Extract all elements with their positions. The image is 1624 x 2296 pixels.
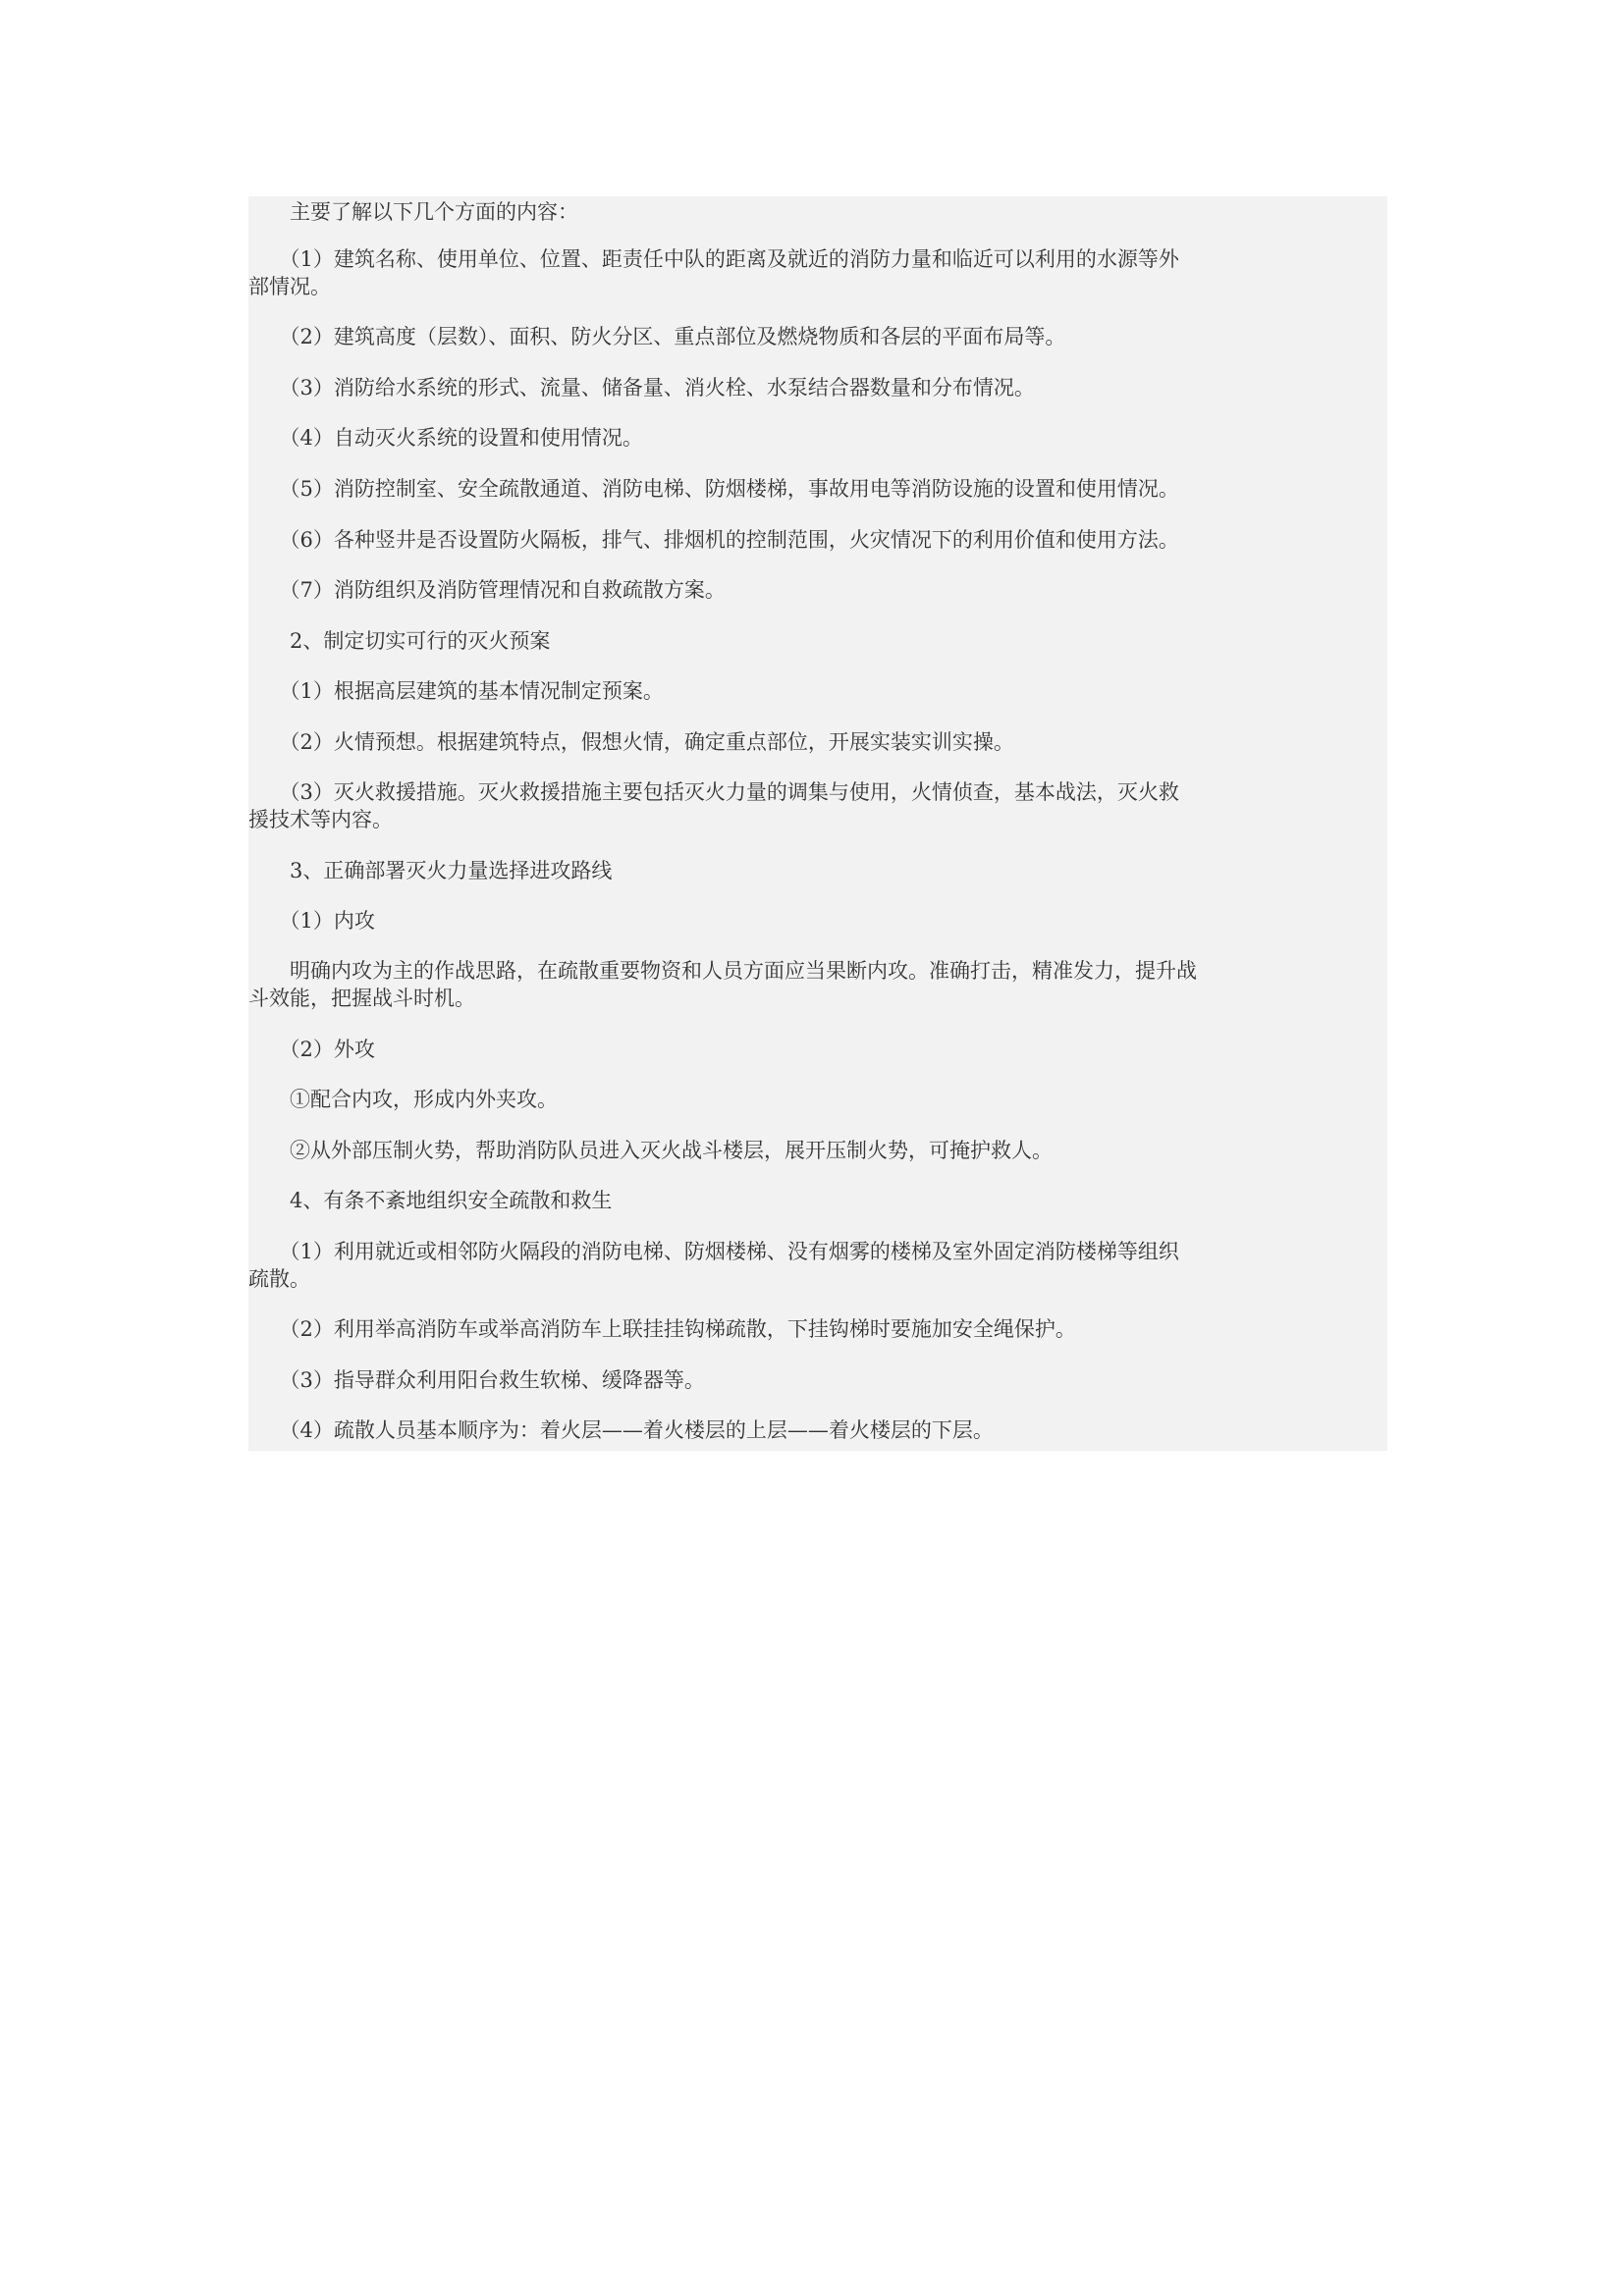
list-item: （2）利用举高消防车或举高消防车上联挂挂钩梯疏散，下挂钩梯时要施加安全绳保护。 bbox=[248, 1317, 1076, 1341]
list-item: （2）建筑高度（层数）、面积、防火分区、重点部位及燃烧物质和各层的平面布局等。 bbox=[248, 325, 1066, 348]
list-item: （4）疏散人员基本顺序为：着火层——着火楼层的上层——着火楼层的下层。 bbox=[248, 1418, 994, 1442]
list-item: ②从外部压制火势，帮助消防队员进入灭火战斗楼层，展开压制火势，可掩护救人。 bbox=[248, 1139, 1053, 1162]
list-item: （5）消防控制室、安全疏散通道、消防电梯、防烟楼梯，事故用电等消防设施的设置和使用情况。 bbox=[248, 477, 1179, 501]
list-item: （3）指导群众利用阳台救生软梯、缓降器等。 bbox=[248, 1368, 705, 1392]
list-item: （3）灭火救援措施。灭火救援措施主要包括灭火力量的调集与使用，火情侦查，基本战法，灭火救 援技术等内容。 bbox=[248, 780, 1179, 831]
list-item: ①配合内攻，形成内外夹攻。 bbox=[248, 1088, 558, 1111]
list-item: （4）自动灭火系统的设置和使用情况。 bbox=[248, 426, 643, 450]
section-heading: 3、正确部署灭火力量选择进攻路线 bbox=[248, 859, 613, 882]
list-item: （1）建筑名称、使用单位、位置、距责任中队的距离及就近的消防力量和临近可以利用的水源等外 部情况。 bbox=[248, 247, 1179, 298]
list-item: （1）根据高层建筑的基本情况制定预案。 bbox=[248, 679, 664, 703]
list-item: （7）消防组织及消防管理情况和自救疏散方案。 bbox=[248, 578, 726, 602]
list-item: （2）火情预想。根据建筑特点，假想火情，确定重点部位，开展实装实训实操。 bbox=[248, 730, 1014, 754]
list-item: （1）利用就近或相邻防火隔段的消防电梯、防烟楼梯、没有烟雾的楼梯及室外固定消防楼梯等组织 疏散。 bbox=[248, 1240, 1179, 1291]
body-paragraph: 明确内攻为主的作战思路，在疏散重要物资和人员方面应当果断内攻。准确打击，精准发力，提升战 斗效能，把握战斗时机。 bbox=[248, 959, 1197, 1010]
list-item: （6）各种竖井是否设置防火隔板，排气、排烟机的控制范围，火灾情况下的利用价值和使用方法。 bbox=[248, 528, 1179, 552]
intro-paragraph: 主要了解以下几个方面的内容： bbox=[248, 200, 578, 224]
section-heading: 2、制定切实可行的灭火预案 bbox=[248, 629, 551, 653]
subsection-heading: （2）外攻 bbox=[248, 1038, 375, 1061]
section-heading: 4、有条不紊地组织安全疏散和救生 bbox=[248, 1189, 613, 1212]
list-item: （3）消防给水系统的形式、流量、储备量、消火栓、水泵结合器数量和分布情况。 bbox=[248, 376, 1035, 400]
subsection-heading: （1）内攻 bbox=[248, 909, 375, 933]
content-block bbox=[248, 196, 1387, 1451]
